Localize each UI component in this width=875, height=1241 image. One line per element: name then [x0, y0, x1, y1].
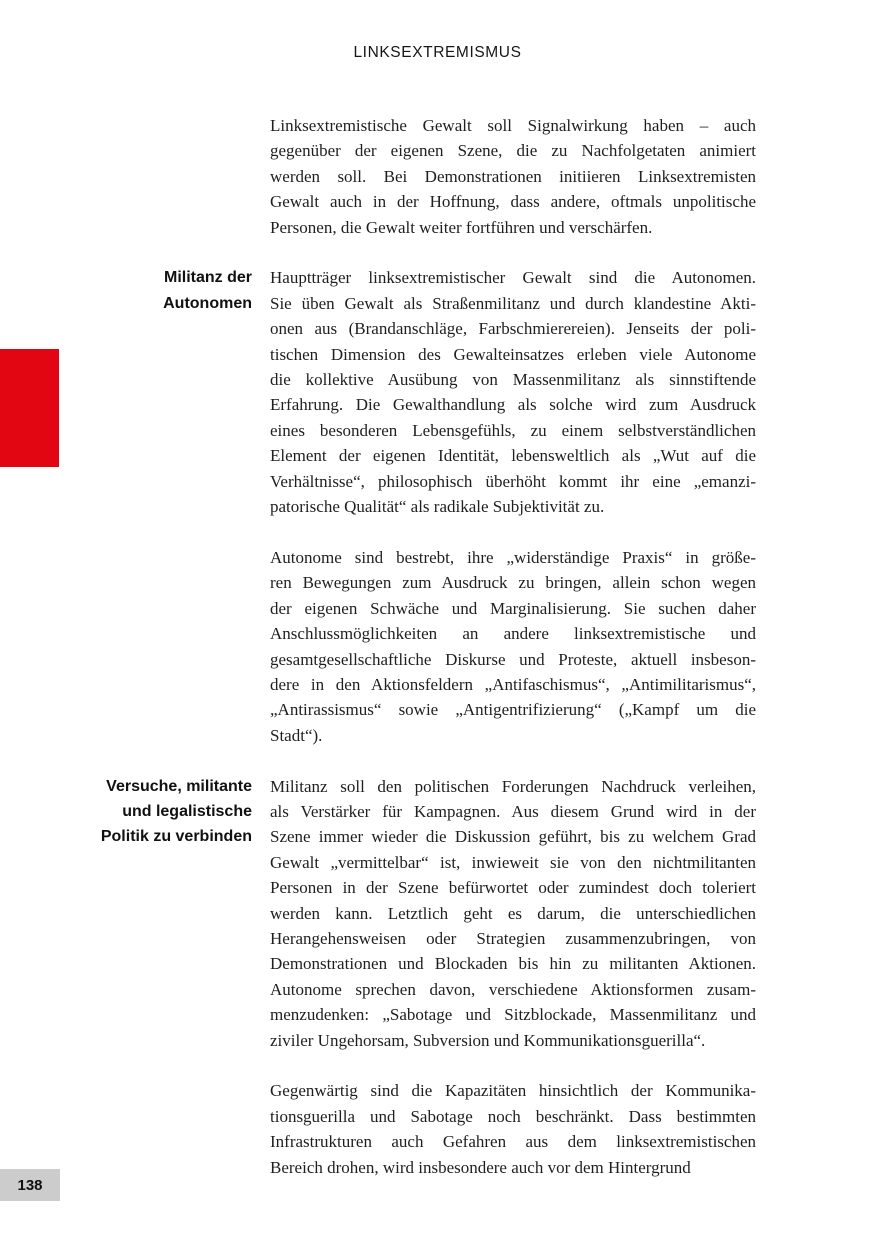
body-text-line: patorische Qualität“ als radikale Subjektivität zu.: [270, 497, 605, 517]
body-text-line: Verhältnisse“, philosophisch überhöht kommt ihr eine „emanzi-: [270, 471, 756, 491]
body-text-line: Sie üben Gewalt als Straßenmilitanz und durch klandestine Akti-: [270, 293, 756, 313]
paragraph-text: [270, 265, 756, 519]
body-text-line: onen aus (Brandanschläge, Farbschmierereien). Jenseits der poli-: [270, 319, 756, 339]
page-number: 138: [17, 1176, 43, 1194]
body-text-line: Gegenwärtig sind die Kapazitäten hinsichtlich der Kommunika-: [270, 1081, 756, 1101]
body-text-line: als Verstärker für Kampagnen. Aus diesem Grund wird in der: [270, 801, 756, 821]
body-text-line: ziviler Ungehorsam, Subversion und Kommunikationsguerilla“.: [270, 1030, 706, 1050]
margin-note: [77, 265, 252, 316]
body-text-line: Szene immer wieder die Diskussion geführt, bis zu welchem Grad: [270, 827, 756, 847]
body-text-line: eines besonderen Lebensgefühls, zu einem selbstverständlichen: [270, 420, 756, 440]
paragraph: [163, 265, 756, 519]
body-text-line: werden soll. Bei Demonstrationen initiieren Linksextremisten: [270, 166, 756, 186]
body-text-line: Demonstrationen und Blockaden bis hin zu militanten Aktionen.: [270, 954, 756, 974]
body-text-line: Personen, die Gewalt weiter fortführen und verschärfen.: [270, 217, 653, 237]
paragraph: [270, 545, 756, 748]
page-number-box: [0, 1169, 60, 1201]
margin-note: [77, 774, 252, 850]
content-column: [100, 113, 756, 1180]
paragraph-text: [270, 1078, 756, 1180]
margin-note-line: und legalistische: [122, 802, 252, 820]
paragraph: [270, 1078, 756, 1180]
body-text-line: tionsguerilla und Sabotage noch beschränkt. Dass bestimmten: [270, 1106, 756, 1126]
running-header: LINKSEXTREMISMUS: [353, 44, 522, 61]
paragraph-text: [270, 774, 756, 1053]
paragraph: [270, 113, 756, 240]
body-text-line: Militanz soll den politischen Forderungen Nachdruck verleihen,: [270, 776, 756, 796]
body-text-line: Herangehensweisen oder Strategien zusammenzubringen, von: [270, 928, 756, 948]
body-text-line: die kollektive Ausübung von Massenmilitanz als sinnstiftende: [270, 370, 756, 390]
body-text-line: Autonome sprechen davon, verschiedene Aktionsformen zusam-: [270, 979, 756, 999]
body-text-line: tischen Dimension des Gewalteinsatzes erleben viele Autonome: [270, 344, 756, 364]
body-text-line: gesamtgesellschaftliche Diskurse und Proteste, aktuell insbeson-: [270, 649, 756, 669]
body-text-line: dere in den Aktionsfeldern „Antifaschismus“, „Antimilitarismus“,: [270, 674, 756, 694]
body-text-line: Autonome sind bestrebt, ihre „widerständige Praxis“ in größe-: [270, 547, 756, 567]
chapter-edge-marker: [0, 349, 59, 467]
paragraph: [100, 774, 756, 1053]
body-text-line: werden kann. Letztlich geht es darum, die unterschiedlichen: [270, 903, 756, 923]
margin-note-line: Autonomen: [163, 294, 252, 312]
body-text-line: menzudenken: „Sabotage und Sitzblockade, Massenmilitanz und: [270, 1005, 756, 1025]
body-text-line: „Antirassismus“ sowie „Antigentrifizierung“ („Kampf um die: [270, 700, 756, 720]
body-text-line: Linksextremistische Gewalt soll Signalwirkung haben – auch: [270, 116, 756, 135]
margin-note-line: Militanz der: [163, 269, 252, 287]
margin-note-line: Versuche, militante: [106, 777, 252, 795]
body-text-line: der eigenen Schwäche und Marginalisierung. Sie suchen daher: [270, 598, 756, 618]
paragraph-text: [270, 113, 756, 240]
body-text-line: Infrastrukturen auch Gefahren aus dem linksextremistischen: [270, 1132, 756, 1152]
body-text-line: ren Bewegungen zum Ausdruck zu bringen, allein schon wegen: [270, 573, 756, 593]
body-text-line: gegenüber der eigenen Szene, die zu Nachfolgetaten animiert: [270, 141, 756, 161]
body-text-line: Stadt“).: [270, 725, 323, 745]
body-text-line: Personen in der Szene befürwortet oder zumindest doch toleriert: [270, 878, 756, 898]
body-text-line: Gewalt auch in der Hoffnung, dass andere, oftmals unpolitische: [270, 192, 756, 212]
body-text-line: Erfahrung. Die Gewalthandlung als solche wird zum Ausdruck: [270, 395, 756, 415]
body-text-line: Bereich drohen, wird insbesondere auch vor dem Hintergrund: [270, 1157, 691, 1177]
margin-note-line: Politik zu verbinden: [100, 828, 252, 846]
paragraph-text: [270, 545, 756, 748]
body-text-line: Anschlussmöglichkeiten an andere linksextremistische und: [270, 624, 756, 644]
body-text-line: Element der eigenen Identität, lebensweltlich als „Wut auf die: [270, 446, 756, 466]
body-text-line: Hauptträger linksextremistischer Gewalt sind die Autonomen.: [270, 268, 756, 288]
body-text-line: Gewalt „vermittelbar“ ist, inwieweit sie von den nichtmilitanten: [270, 852, 756, 872]
